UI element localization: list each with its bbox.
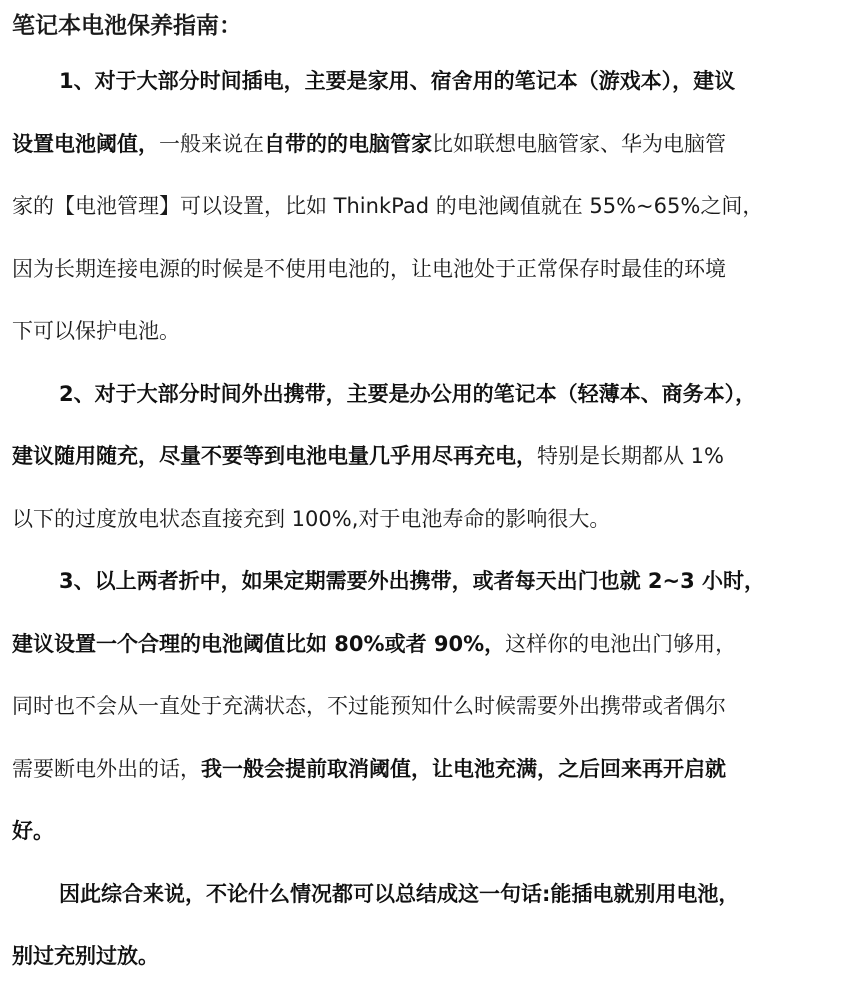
paragraph-1 [12,50,854,363]
p3-line-3: 同时也不会从一直处于充满状态，不过能预知什么时候需要外出携带或者偶尔 [12,694,726,718]
p2-line-2 [12,425,854,488]
p1-line-1: 1、对于大部分时间插电，主要是家用、宿舍用的笔记本（游戏本），建议 [59,69,736,93]
p2-line-2-normal: 特别是长期都从 1% [537,444,724,468]
p3-line-1: 3、以上两者折中，如果定期需要外出携带，或者每天出门也就 2~3 小时， [59,569,766,593]
p1-line-4: 因为长期连接电源的时候是不使用电池的，让电池处于正常保存时最佳的环境 [12,256,726,281]
p1-line-2-bold-b: 自带的的电脑管家 [264,131,432,156]
p1-line-2-bold-a: 设置电池阈值， [12,131,159,156]
p3-line-4-normal: 需要断电外出的话， [12,756,201,781]
p3-line-4 [12,738,854,801]
p1-line-3: 家的【电池管理】可以设置，比如 ThinkPad 的电池阈值就在 55%~65%之间， [12,194,764,218]
p2-line-2-bold: 建议随用随充，尽量不要等到电池电量几乎用尽再充电， [12,444,537,468]
p1-line-5: 下可以保护电池。 [12,319,180,343]
p4-line-2: 别过充别过放。 [12,944,159,968]
p2-line-3: 以下的过度放电状态直接充到 100%,对于电池寿命的影响很大。 [12,506,611,531]
p3-line-2-bold: 建议设置一个合理的电池阈值比如 80%或者 90%， [12,631,506,656]
document-title: 笔记本电池保养指南： [12,13,242,39]
paragraph-4 [12,863,854,988]
p3-line-4-bold: 我一般会提前取消阈值，让电池充满，之后回来再开启就 [201,756,726,781]
p1-line-2-normal-a: 一般来说在 [159,131,264,156]
p3-line-2-normal: 这样你的电池出门够用， [505,631,737,656]
paragraph-2 [12,363,854,551]
paragraph-3 [12,550,854,863]
document-body [12,0,854,988]
p2-line-1: 2、对于大部分时间外出携带，主要是办公用的笔记本（轻薄本、商务本）， [59,381,757,406]
p3-line-5: 好。 [12,819,54,843]
p4-line-1: 因此综合来说，不论什么情况都可以总结成这一句话:能插电就别用电池， [59,881,740,906]
p1-line-2-normal-b: 比如联想电脑管家、华为电脑管 [432,131,726,156]
p1-line-2 [12,113,854,176]
p3-line-2 [12,613,854,676]
